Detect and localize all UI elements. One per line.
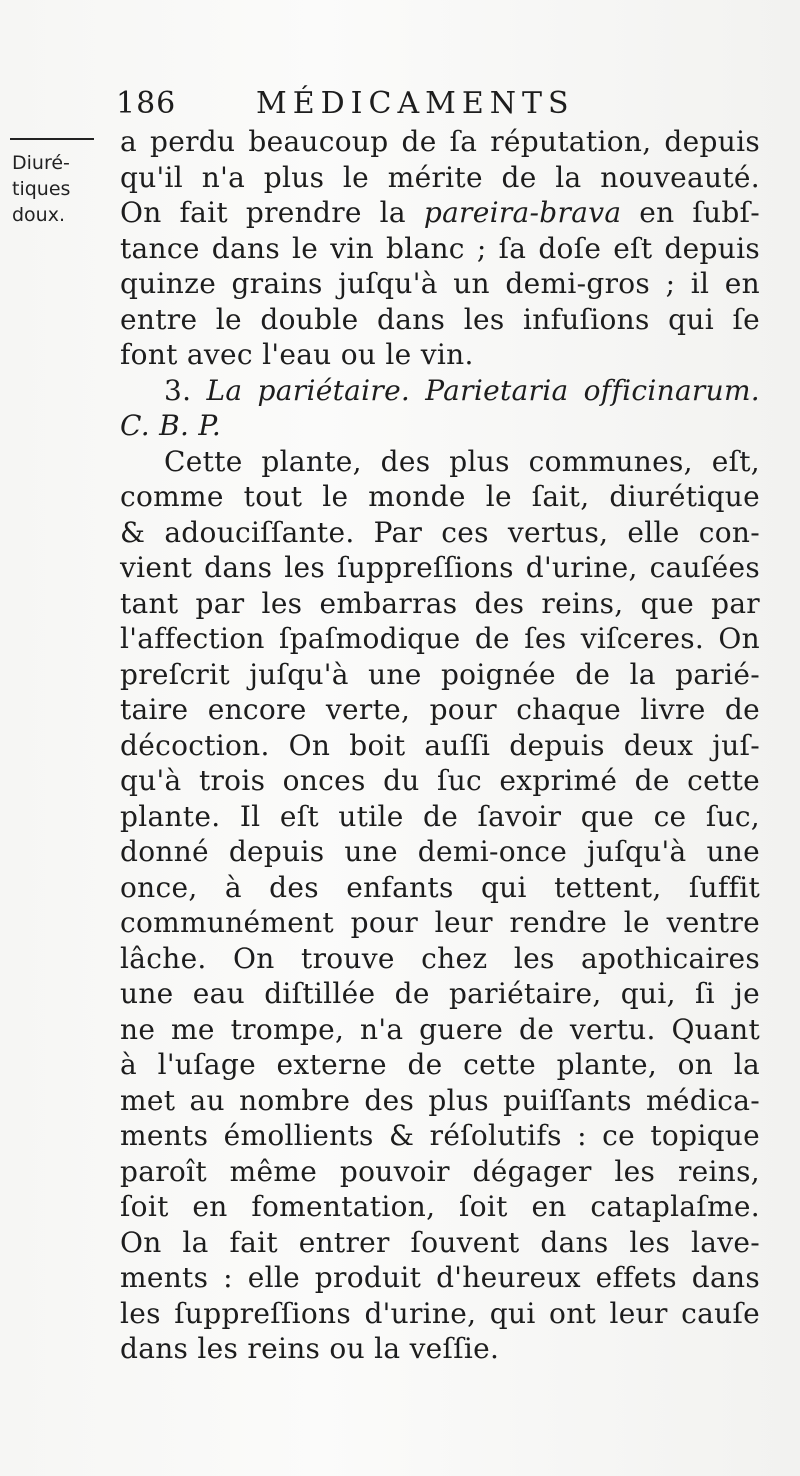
text-line: tant par les embarras des reins, que par	[120, 586, 760, 620]
text-line: qu'à trois onces du ſuc exprimé de cette	[120, 764, 760, 797]
text-line: ments émollients & réſolutifs : ce topique	[120, 1119, 760, 1152]
text-line: ſoit en fomentation, ſoit en cataplaſme.	[120, 1190, 760, 1223]
text-line: communément pour leur rendre le ventre	[120, 906, 760, 939]
margin-rule	[10, 138, 94, 140]
text-line: l'affection ſpaſmodique de ſes viſceres. On	[120, 622, 760, 655]
text-line: quinze grains juſqu'à un demi-gros ; il en	[120, 267, 760, 300]
text-line: décoction. On boit auſſi depuis deux juſ-	[120, 728, 760, 762]
text-line: plante. Il eſt utile de ſavoir que ce ſuc,	[120, 799, 760, 833]
body-text	[120, 124, 760, 1367]
text-line: comme tout le monde le ſait, diurétique	[120, 480, 760, 513]
section-title: La pariétaire. Parietaria officinarum.	[206, 373, 761, 407]
text-line: dans les reins ou la veſſie.	[120, 1332, 500, 1365]
text-line	[120, 195, 760, 231]
text-line: les ſuppreſſions d'urine, qui ont leur cauſe	[120, 1296, 760, 1330]
text-line: preſcrit juſqu'à une poignée de la parié-	[120, 657, 760, 691]
text-line: donné depuis une demi-once juſqu'à une	[120, 835, 760, 868]
text-line: met au nombre des plus puiſſants médica-	[120, 1083, 760, 1117]
text-line: On la fait entrer ſouvent dans les lave-	[120, 1225, 760, 1259]
text-line: tance dans le vin blanc ; ſa doſe eſt depuis	[120, 231, 760, 265]
text-line: qu'il n'a plus le mérite de la nouveauté.	[120, 160, 760, 194]
text-line: paroît même pouvoir dégager les reins,	[120, 1154, 760, 1188]
text-line: font avec l'eau ou le vin.	[120, 338, 474, 371]
section-heading	[120, 373, 760, 409]
italic-term: pareira-brava	[423, 196, 622, 229]
text-line: ments : elle produit d'heureux effets dans	[120, 1261, 760, 1294]
text-segment: en ſubſ-	[639, 196, 761, 229]
running-title: MÉDICAMENTS	[256, 86, 575, 121]
page-number: 186	[116, 86, 177, 121]
text-line: a perdu beaucoup de ſa réputation, depuis	[120, 125, 760, 158]
text-line: à l'uſage externe de cette plante, on la	[120, 1048, 760, 1081]
text-segment: On fait prendre la	[120, 196, 406, 229]
text-line: une eau diſtillée de pariétaire, qui, ſi je	[120, 977, 760, 1010]
section-number: 3.	[164, 373, 192, 407]
running-head	[116, 86, 596, 126]
margin-note-line: tiques	[12, 178, 71, 200]
text-line: ne me trompe, n'a guere de vertu. Quant	[120, 1012, 760, 1046]
text-line: Cette plante, des plus communes, eſt,	[164, 444, 760, 478]
text-line: vient dans les ſuppreſſions d'urine, cauſées	[120, 551, 760, 584]
text-line: entre le double dans les infuſions qui ſe	[120, 302, 760, 336]
margin-note-line: Diuré-	[12, 152, 70, 174]
text-line: once, à des enfants qui tettent, ſuffit	[120, 870, 760, 904]
margin-note	[12, 150, 104, 228]
section-reference: C. B. P.	[120, 409, 222, 442]
text-line: & adouciſſante. Par ces vertus, elle con-	[120, 515, 760, 549]
text-line: lâche. On trouve chez les apothicaires	[120, 941, 760, 975]
text-line: taire encore verte, pour chaque livre de	[120, 693, 760, 726]
margin-note-line: doux.	[12, 204, 66, 226]
